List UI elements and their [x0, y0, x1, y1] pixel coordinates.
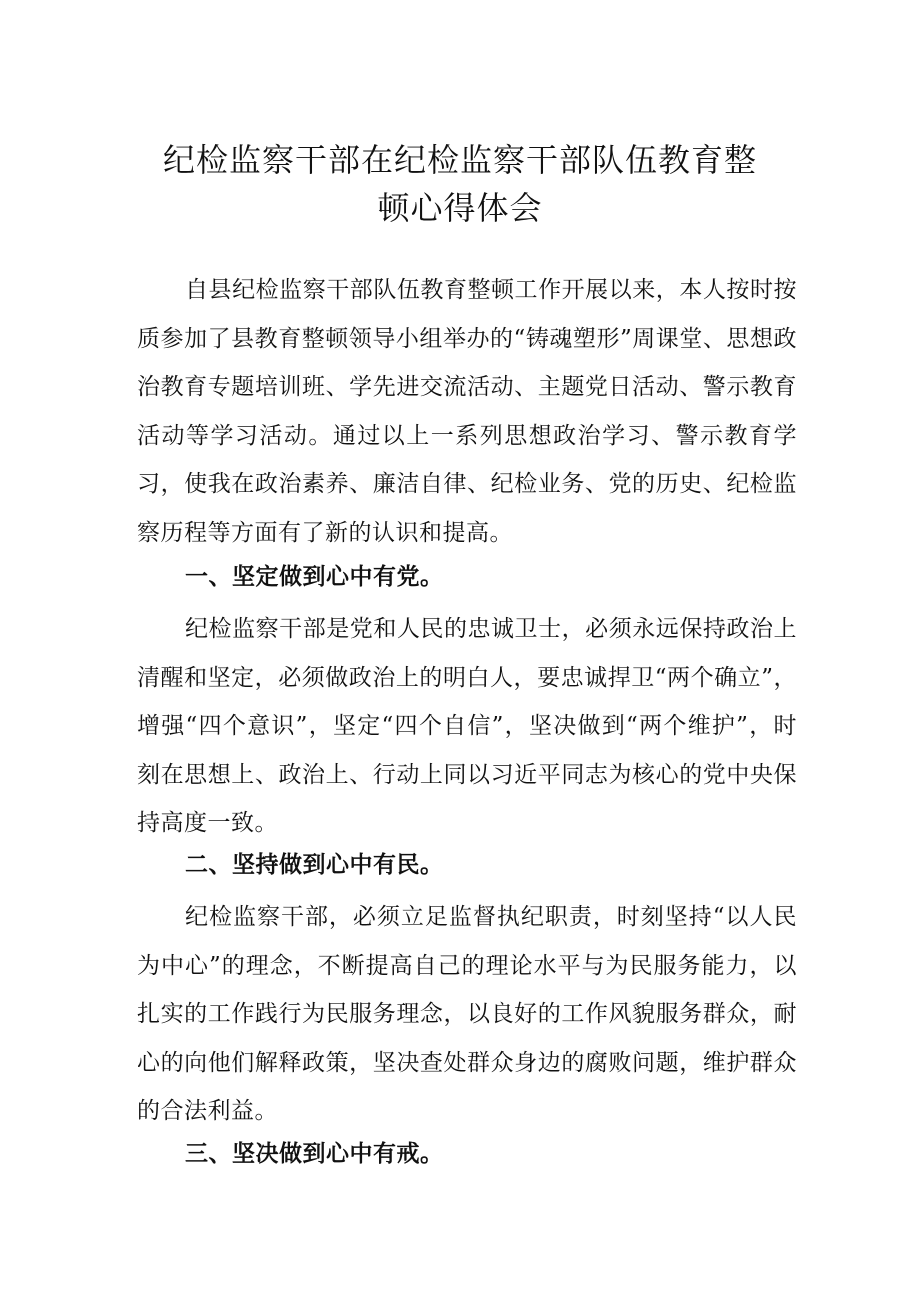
document-title: [120, 136, 800, 232]
section-1-paragraph: 纪检监察干部是党和人民的忠诚卫士，必须永远保持政治上清醒和坚定，必须做政治上的明白人，要忠诚捍卫“两个确立”，增强“四个意识”，坚定“四个自信”，坚决做到“两个维护”，时刻在思想上、政治上、行动上同以习近平同志为核心的党中央保持高度一致。: [137, 616, 797, 836]
section-3-heading: 三、坚决做到心中有戒。: [185, 1141, 444, 1167]
section-1-heading: 一、坚定做到心中有党。: [185, 564, 444, 590]
section-2-heading: 二、坚持做到心中有民。: [185, 852, 444, 878]
section-2-paragraph: 纪检监察干部，必须立足监督执纪职责，时刻坚持“以人民为中心”的理念，不断提高自己的理论水平与为民服务能力，以扎实的工作践行为民服务理念，以良好的工作风貌服务群众，耐心的向他们解释政策，坚决查处群众身边的腐败问题，维护群众的合法利益。: [137, 904, 797, 1124]
title-line-1: 纪检监察干部在纪检监察干部队伍教育整: [162, 141, 757, 179]
title-line-2: 顿心得体会: [377, 189, 543, 227]
intro-paragraph: 自县纪检监察干部队伍教育整顿工作开展以来，本人按时按质参加了县教育整顿领导小组举办的“铸魂塑形”周课堂、思想政治教育专题培训班、学先进交流活动、主题党日活动、警示教育活动等学习活动。通过以上一系列思想政治学习、警示教育学习，使我在政治素养、廉洁自律、纪检业务、党的历史、纪检监察历程等方面有了新的认识和提高。: [137, 277, 797, 546]
